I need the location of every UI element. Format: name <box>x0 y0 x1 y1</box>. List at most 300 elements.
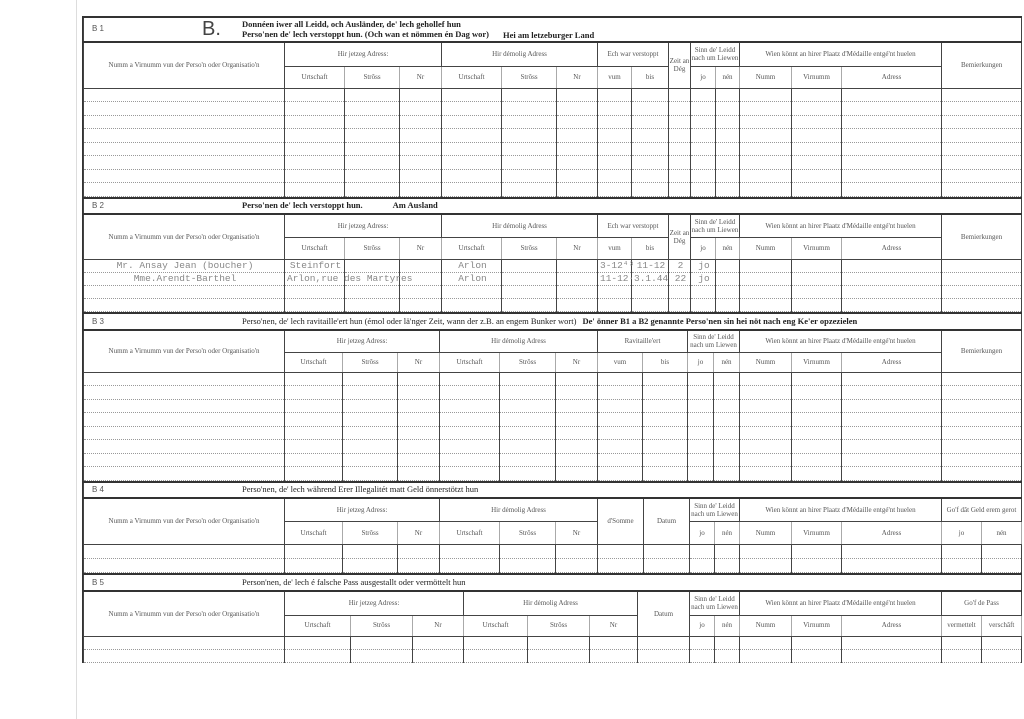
table-cell <box>557 299 598 312</box>
column-subheader: Adress <box>842 66 942 88</box>
table-cell <box>590 636 638 649</box>
table-cell <box>632 102 669 116</box>
table-cell <box>740 636 792 649</box>
table-cell <box>351 649 413 662</box>
column-header: Wien könnt an hirer Plaatz d'Médaille entgé'nt huelen <box>740 214 942 238</box>
column-header: Numm a Virnumm vun der Perso'n oder Organisatio'n <box>84 214 285 260</box>
table-cell <box>598 559 644 573</box>
column-subheader: Strôss <box>351 615 413 636</box>
column-subheader: jo <box>690 522 715 545</box>
column-subheader: nén <box>716 238 740 260</box>
section-title <box>242 20 489 39</box>
table-cell <box>792 440 842 454</box>
column-subheader: Nr <box>556 522 598 545</box>
column-subheader: nén <box>715 522 740 545</box>
table-cell <box>715 636 740 649</box>
table-cell <box>440 440 500 454</box>
section-title-extra: Am Ausland <box>392 199 438 210</box>
column-header: Numm a Virnumm vun der Perso'n oder Organisatio'n <box>84 591 285 636</box>
table-cell <box>502 260 557 273</box>
column-subheader: jo <box>691 66 716 88</box>
table-cell <box>716 88 740 102</box>
table-cell <box>740 129 792 143</box>
table-cell <box>740 413 792 427</box>
column-header: Wien könnt an hirer Plaatz d'Médaille entgé'nt huelen <box>740 330 942 352</box>
table-cell <box>398 399 440 413</box>
table-cell <box>343 440 398 454</box>
column-header: Wien könnt an hirer Plaatz d'Médaille entgé'nt huelen <box>740 498 942 522</box>
table-row <box>84 129 1022 143</box>
table-cell <box>598 142 632 156</box>
table-cell <box>740 156 792 170</box>
table-cell <box>842 129 942 143</box>
table-cell <box>440 453 500 467</box>
table-cell <box>792 169 842 183</box>
table-cell <box>598 440 643 454</box>
table-cell <box>84 559 285 573</box>
table-cell <box>716 260 740 273</box>
table-cell <box>691 156 716 170</box>
table-cell <box>942 299 1022 312</box>
column-subheader: verschâft <box>982 615 1022 636</box>
table-cell <box>84 129 285 143</box>
table-cell <box>842 88 942 102</box>
table-cell <box>632 169 669 183</box>
table-cell <box>942 260 1022 273</box>
table-cell <box>343 413 398 427</box>
table-cell <box>84 545 285 559</box>
table-cell <box>400 286 442 299</box>
table-cell <box>792 649 842 662</box>
column-subheader: Urtschaft <box>285 352 343 372</box>
section-code: B 2 <box>92 200 105 210</box>
table-cell <box>632 286 669 299</box>
table-row <box>84 399 1022 413</box>
section-title-row <box>84 17 1022 42</box>
column-subheader: jo <box>942 522 982 545</box>
table-cell <box>714 440 740 454</box>
table-cell <box>842 260 942 273</box>
table-cell <box>716 156 740 170</box>
column-header: Bemierkungen <box>942 214 1022 260</box>
table-cell <box>632 273 669 286</box>
table-cell <box>285 453 343 467</box>
table-cell <box>632 115 669 129</box>
table-cell <box>502 88 557 102</box>
section-title-line: Donnéen iwer all Leidd, och Ausländer, de' lech gehollef hun <box>242 19 461 30</box>
table-cell <box>285 545 343 559</box>
column-subheader: Urtschaft <box>440 352 500 372</box>
table-cell <box>440 559 500 573</box>
column-subheader: Urtschaft <box>442 66 502 88</box>
table-cell <box>285 399 343 413</box>
table-cell <box>942 453 1022 467</box>
column-header: Zeit an Dég <box>669 214 691 260</box>
table-cell <box>84 299 285 312</box>
table-cell <box>500 399 556 413</box>
table-cell <box>669 273 691 286</box>
column-header: Go'f de Pass <box>942 591 1022 615</box>
column-header: Hir jetzeg Adress: <box>285 498 440 522</box>
table-cell <box>690 559 715 573</box>
section-title: Perso'nen, de' lech ravitaille'ert hun (émol oder lä'nger Zeit, wann der z.B. an engem Bunker wort) <box>242 315 577 326</box>
table-cell <box>669 260 691 273</box>
table-cell <box>557 129 598 143</box>
column-subheader: jo <box>691 238 716 260</box>
table-cell <box>598 467 643 481</box>
column-subheader: Urtschaft <box>285 522 343 545</box>
table-cell <box>557 88 598 102</box>
table-cell <box>84 115 285 129</box>
table-cell <box>500 453 556 467</box>
table-cell <box>285 156 345 170</box>
table-cell <box>688 426 714 440</box>
table-cell <box>792 545 842 559</box>
table-cell <box>84 273 285 286</box>
table-cell <box>792 559 842 573</box>
column-header: Hir jetzeg Adress: <box>285 42 442 66</box>
table-cell <box>792 156 842 170</box>
table-cell <box>502 273 557 286</box>
table-cell <box>285 260 345 273</box>
entry-text: 22 <box>674 272 687 284</box>
table-cell <box>842 299 942 312</box>
table-cell <box>351 636 413 649</box>
table-cell <box>557 169 598 183</box>
table-cell <box>400 88 442 102</box>
table-cell <box>557 183 598 197</box>
form-section-b4 <box>83 481 1022 574</box>
table-cell <box>500 386 556 400</box>
column-header: Zeit an Dég <box>669 42 691 88</box>
table-cell <box>714 453 740 467</box>
table-cell <box>942 115 1022 129</box>
table-cell <box>598 386 643 400</box>
column-subheader: Nr <box>400 66 442 88</box>
table-cell <box>842 273 942 286</box>
table-cell <box>792 129 842 143</box>
table-cell <box>557 102 598 116</box>
table-cell <box>598 272 635 286</box>
table-cell <box>740 426 792 440</box>
table-cell <box>842 413 942 427</box>
table-cell <box>84 649 285 662</box>
table-cell <box>84 142 285 156</box>
table-cell <box>285 115 345 129</box>
column-subheader: jo <box>688 352 714 372</box>
table-row <box>84 286 1022 299</box>
table-cell <box>343 372 398 386</box>
section-code: B 4 <box>92 484 105 494</box>
table-cell <box>740 142 792 156</box>
table-row <box>84 260 1022 273</box>
table-cell <box>792 453 842 467</box>
table-cell <box>285 372 343 386</box>
table-cell <box>792 299 842 312</box>
table-cell <box>598 169 632 183</box>
scan-edge <box>76 0 77 719</box>
table-cell <box>792 102 842 116</box>
table-cell <box>942 426 1022 440</box>
table-cell <box>598 102 632 116</box>
table-cell <box>285 440 343 454</box>
table-row <box>84 273 1022 286</box>
column-header: Go'f dât Geld erem gerot <box>942 498 1022 522</box>
table-cell <box>740 545 792 559</box>
table-cell <box>740 260 792 273</box>
table-cell <box>643 453 688 467</box>
table-row <box>84 559 1022 573</box>
table-cell <box>598 413 643 427</box>
column-subheader: Nr <box>413 615 464 636</box>
table-cell <box>632 156 669 170</box>
table-row <box>84 183 1022 197</box>
entry-text: Arlon <box>458 259 487 271</box>
table-cell <box>792 467 842 481</box>
table-cell <box>643 386 688 400</box>
table-cell <box>688 372 714 386</box>
column-header: Numm a Virnumm vun der Perso'n oder Organisatio'n <box>84 498 285 545</box>
column-subheader: bis <box>632 238 669 260</box>
table-cell <box>715 559 740 573</box>
table-cell <box>688 440 714 454</box>
table-cell <box>690 636 715 649</box>
table-cell <box>413 636 464 649</box>
form-section-b5 <box>83 573 1022 663</box>
table-cell <box>345 260 400 273</box>
table-cell <box>345 183 400 197</box>
table-cell <box>691 88 716 102</box>
table-cell <box>528 649 590 662</box>
table-cell <box>740 183 792 197</box>
column-subheader: Nr <box>557 66 598 88</box>
table-cell <box>740 440 792 454</box>
column-subheader: Strôss <box>345 66 400 88</box>
column-subheader: Adress <box>842 352 942 372</box>
section-title: Person'nen, de' lech é falsche Pass ausgestallt oder vermöttelt hun <box>242 576 466 587</box>
column-subheader: Virnumm <box>792 238 842 260</box>
table-cell <box>345 286 400 299</box>
column-header: Sinn de' Leidd nach um Liewen <box>688 330 740 352</box>
table-cell <box>688 467 714 481</box>
table-cell <box>285 142 345 156</box>
table-cell <box>716 142 740 156</box>
table-cell <box>500 545 556 559</box>
table-cell <box>714 372 740 386</box>
table-cell <box>716 129 740 143</box>
table-cell <box>84 286 285 299</box>
table-cell <box>740 399 792 413</box>
table-cell <box>442 273 502 286</box>
table-cell <box>792 88 842 102</box>
entry-text: Steinfort <box>289 259 342 271</box>
column-header: Sinn de' Leidd nach um Liewen <box>690 498 740 522</box>
table-cell <box>343 399 398 413</box>
table-cell <box>557 142 598 156</box>
table-cell <box>842 183 942 197</box>
table-cell <box>84 102 285 116</box>
column-subheader: Urtschaft <box>285 66 345 88</box>
table-cell <box>556 545 598 559</box>
table-cell <box>669 142 691 156</box>
table-cell <box>691 129 716 143</box>
section-title-extra: De' önner B1 a B2 genannte Perso'nen sin hei nöt nach eng Ke'er opzezielen <box>582 315 858 326</box>
table-row <box>84 649 1022 662</box>
table-cell <box>740 88 792 102</box>
table-cell <box>345 88 400 102</box>
column-header: Wien könnt an hirer Plaatz d'Médaille entgé'nt huelen <box>740 591 942 615</box>
column-subheader: Nr <box>557 238 598 260</box>
table-cell <box>632 142 669 156</box>
table-cell <box>285 386 343 400</box>
table-cell <box>842 115 942 129</box>
column-subheader: Adress <box>842 522 942 545</box>
table-cell <box>343 545 398 559</box>
table-cell <box>442 299 502 312</box>
table-cell <box>740 286 792 299</box>
table-cell <box>942 156 1022 170</box>
table-cell <box>556 413 598 427</box>
table-cell <box>714 413 740 427</box>
table-row <box>84 386 1022 400</box>
table-row <box>84 372 1022 386</box>
column-header: Hir dėmolig Adress <box>440 498 598 522</box>
column-header: Ravitaille'ert <box>598 330 688 352</box>
table-cell <box>669 102 691 116</box>
table-cell <box>842 426 942 440</box>
table-cell <box>691 169 716 183</box>
table-cell <box>398 559 440 573</box>
table-cell <box>556 426 598 440</box>
form-section-b1 <box>83 16 1022 197</box>
section-title-row <box>84 198 1022 214</box>
table-cell <box>842 142 942 156</box>
table-cell <box>598 372 643 386</box>
table-cell <box>398 440 440 454</box>
table-cell <box>500 426 556 440</box>
entry-text: Mme.Arendt-Barthel <box>133 272 237 284</box>
table-cell <box>285 102 345 116</box>
table-cell <box>285 413 343 427</box>
table-cell <box>502 115 557 129</box>
table-cell <box>598 426 643 440</box>
table-cell <box>598 183 632 197</box>
table-cell <box>688 386 714 400</box>
table-cell <box>740 115 792 129</box>
table-cell <box>942 129 1022 143</box>
table-cell <box>398 453 440 467</box>
table-cell <box>842 286 942 299</box>
column-subheader: Virnumm <box>792 352 842 372</box>
table-cell <box>669 115 691 129</box>
form-section-b3 <box>83 312 1022 481</box>
table-cell <box>942 440 1022 454</box>
column-subheader: Numm <box>740 615 792 636</box>
table-row <box>84 545 1022 559</box>
table-cell <box>556 386 598 400</box>
table-cell <box>84 183 285 197</box>
table-cell <box>792 372 842 386</box>
table-cell <box>345 102 400 116</box>
column-subheader: Nr <box>556 352 598 372</box>
table-row <box>84 156 1022 170</box>
column-header: Numm a Virnumm vun der Perso'n oder Organisatio'n <box>84 330 285 372</box>
column-header: Wien könnt an hirer Plaatz d'Médaille entgé'nt huelen <box>740 42 942 66</box>
table-cell <box>644 545 690 559</box>
table-cell <box>598 156 632 170</box>
section-title-line: Perso'nen de' lech verstoppt hun. (Och wan et nömmen én Dag wor) <box>242 28 489 39</box>
table-cell <box>440 413 500 427</box>
table-cell <box>400 156 442 170</box>
table-cell <box>942 372 1022 386</box>
table-cell <box>690 649 715 662</box>
table-cell <box>792 115 842 129</box>
table-cell <box>440 372 500 386</box>
table-cell <box>714 426 740 440</box>
table-cell <box>598 453 643 467</box>
table-cell <box>345 156 400 170</box>
column-subheader: vum <box>598 352 643 372</box>
table-cell <box>740 467 792 481</box>
table-cell <box>716 115 740 129</box>
table-cell <box>502 183 557 197</box>
table-cell <box>982 636 1022 649</box>
table-cell <box>714 386 740 400</box>
entry-text: 11-12· <box>600 272 635 284</box>
column-subheader: Urtschaft <box>285 238 345 260</box>
column-subheader: Adress <box>842 238 942 260</box>
column-header: Hir démolig Adress <box>440 330 598 352</box>
table-cell <box>942 88 1022 102</box>
table-cell <box>500 559 556 573</box>
table-cell <box>842 372 942 386</box>
entry-text: 3.1.44 <box>634 272 669 284</box>
table-cell <box>285 272 413 286</box>
table-cell <box>643 399 688 413</box>
column-subheader: jo <box>690 615 715 636</box>
table-cell <box>982 649 1022 662</box>
table-cell <box>669 183 691 197</box>
column-subheader: Nr <box>398 522 440 545</box>
table-cell <box>638 649 690 662</box>
table-cell <box>691 142 716 156</box>
column-header: Hir démolig Adress <box>442 214 598 238</box>
table-cell <box>942 102 1022 116</box>
table-cell <box>942 545 982 559</box>
table-cell <box>942 467 1022 481</box>
table-cell <box>84 156 285 170</box>
table-cell <box>792 260 842 273</box>
table-cell <box>691 183 716 197</box>
table-cell <box>400 260 442 273</box>
column-subheader: Strôss <box>343 522 398 545</box>
table-cell <box>285 426 343 440</box>
section-code: B 3 <box>92 316 105 326</box>
table-cell <box>413 649 464 662</box>
table-row <box>84 142 1022 156</box>
table-cell <box>500 413 556 427</box>
column-subheader: Strôss <box>500 352 556 372</box>
table-cell <box>557 273 598 286</box>
table-cell <box>285 88 345 102</box>
table-cell <box>716 169 740 183</box>
table-cell <box>716 299 740 312</box>
table-cell <box>556 559 598 573</box>
table-cell <box>343 467 398 481</box>
table-row <box>84 467 1022 481</box>
table-cell <box>643 440 688 454</box>
table-cell <box>982 559 1022 573</box>
